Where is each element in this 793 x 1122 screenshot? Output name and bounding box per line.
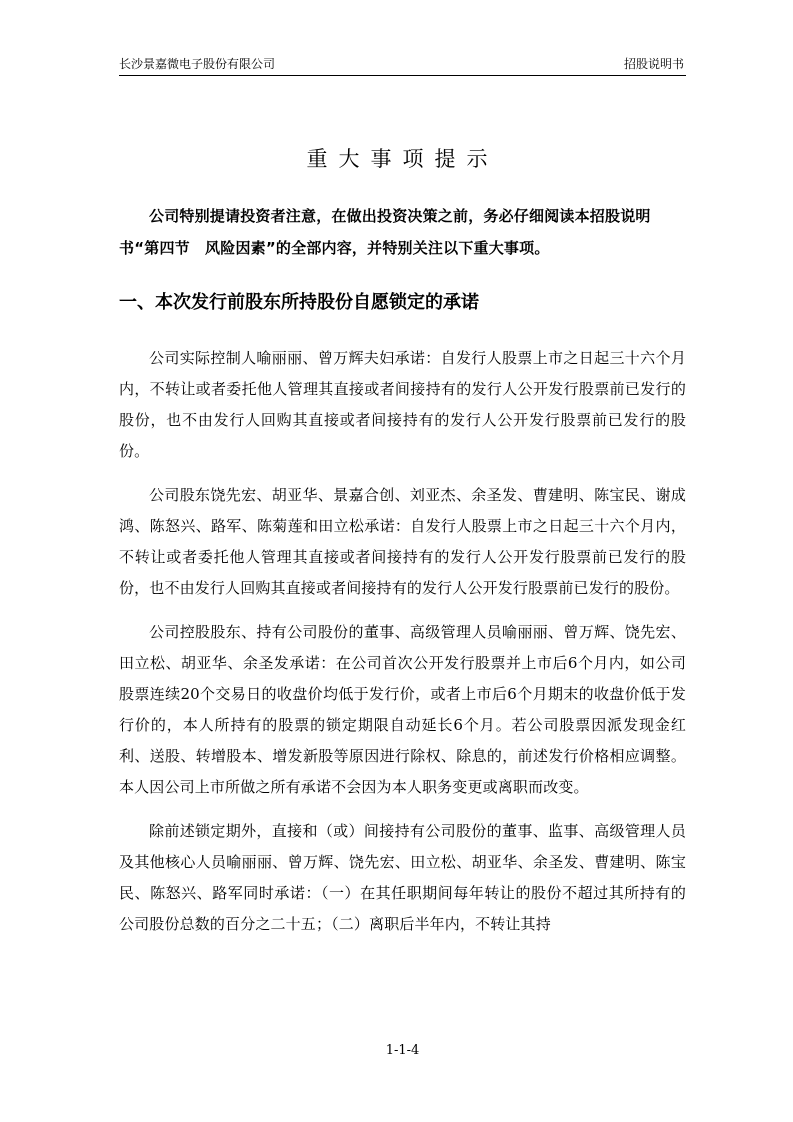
header-company-name: 长沙景嘉微电子股份有限公司 (119, 57, 276, 71)
section-body (119, 343, 686, 953)
paragraph-additional-commitment: 除前述锁定期外，直接和（或）间接持有公司股份的董事、监事、高级管理人员及其他核心人员喻丽丽、曾万辉、饶先宏、田立松、胡亚华、余圣发、曹建明、陈宝民、陈怒兴、路军同时承诺：（一）在其任职期间每年转让的股份不超过其所持有的公司股份总数的百分之二十五；（二）离职后半年内，不转让其持 (119, 822, 686, 933)
paragraph-controller-commitment: 公司实际控制人喻丽丽、曾万辉夫妇承诺：自发行人股票上市之日起三十六个月内，不转让或者委托他人管理其直接或者间接持有的发行人公开发行股票前已发行的股份，也不由发行人回购其直接或者间接持有的发行人公开发行股票前已发行的股份。 (119, 349, 686, 460)
page-title: 重大事项提示 (306, 147, 499, 171)
paragraph-shareholder-commitment: 公司股东饶先宏、胡亚华、景嘉合创、刘亚杰、余圣发、曹建明、陈宝民、谢成鸿、陈怒兴、路军、陈菊莲和田立松承诺：自发行人股票上市之日起三十六个月内，不转让或者委托他人管理其直接或者间接持有的发行人公开发行股票前已发行的股份，也不由发行人回购其直接或者间接持有的发行人公开发行股票前已发行的股份。 (119, 486, 686, 597)
paragraph-management-commitment: 公司控股股东、持有公司股份的董事、高级管理人员喻丽丽、曾万辉、饶先宏、田立松、胡亚华、余圣发承诺：在公司首次公开发行股票并上市后6个月内，如公司股票连续20个交易日的收盘价均低于发行价，或者上市后6个月期末的收盘价低于发行价的，本人所持有的股票的锁定期限自动延长6个月。若公司股票因派发现金红利、送股、转增股本、增发新股等原因进行除权、除息的，前述发行价格相应调整。本人因公司上市所做之所有承诺不会因为本人职务变更或离职而改变。 (119, 623, 686, 796)
page-header (119, 55, 686, 76)
investor-notice: 公司特别提请投资者注意，在做出投资决策之前，务必仔细阅读本招股说明书“第四节 风险因素”的全部内容，并特别关注以下重大事项。 (119, 207, 651, 257)
page-number: 1-1-4 (385, 1043, 420, 1058)
section-heading-lockup-commitment: 一、本次发行前股东所持股份自愿锁定的承诺 (119, 292, 479, 313)
header-document-type: 招股说明书 (623, 57, 684, 71)
